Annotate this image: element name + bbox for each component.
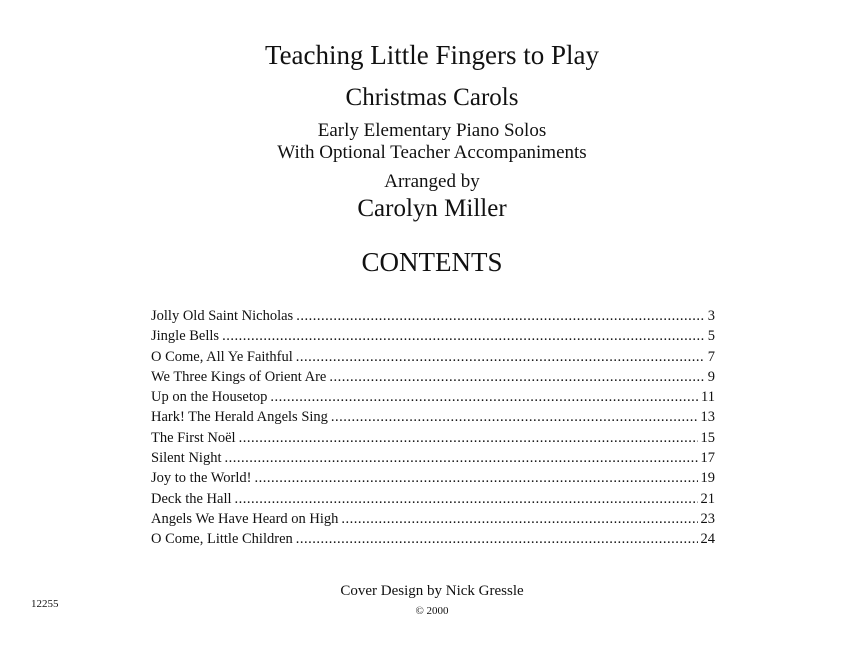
- toc-dot-leader: [239, 428, 698, 448]
- description-line-1: Early Elementary Piano Solos: [317, 120, 547, 141]
- toc-dot-leader: [329, 367, 704, 387]
- toc-dot-leader: [296, 529, 698, 549]
- toc-dot-leader: [225, 448, 698, 468]
- toc-entry: [151, 428, 715, 448]
- toc-entry: [151, 326, 715, 346]
- toc-dot-leader: [235, 489, 698, 509]
- contents-heading: CONTENTS: [361, 247, 503, 277]
- toc-dot-leader: [270, 387, 698, 407]
- toc-entry-page: 5: [707, 328, 715, 345]
- toc-entry-page: 24: [700, 531, 715, 548]
- toc-entry-page: 17: [700, 450, 715, 467]
- toc-entry: [151, 489, 715, 509]
- toc-entry: [151, 387, 715, 407]
- cover-design-credit: Cover Design by Nick Gressle: [340, 583, 524, 599]
- book-description: [0, 120, 864, 164]
- toc-dot-leader: [341, 509, 697, 529]
- toc-entry-title: Jolly Old Saint Nicholas: [151, 308, 294, 324]
- toc-dot-leader: [331, 407, 698, 427]
- toc-entry-page: 3: [707, 308, 715, 324]
- toc-entry-page: 21: [700, 490, 715, 507]
- author-name: Carolyn Miller: [357, 195, 507, 222]
- toc-entry-page: 9: [707, 368, 715, 385]
- toc-entry: [151, 347, 715, 367]
- copyright-notice: © 2000: [415, 605, 449, 617]
- toc-entry-title: Joy to the World!: [151, 470, 252, 487]
- toc-dot-leader: [254, 468, 697, 488]
- toc-entry-title: Jingle Bells: [151, 328, 220, 345]
- toc-entry: [151, 448, 715, 468]
- toc-entry: [151, 407, 715, 427]
- toc-entry-page: 11: [701, 389, 715, 406]
- toc-entry-page: 13: [700, 409, 715, 426]
- book-subtitle: Christmas Carols: [345, 84, 519, 111]
- toc-entry-title: The First Noël: [151, 429, 236, 446]
- description-line-2: With Optional Teacher Accompaniments: [277, 142, 587, 163]
- toc-dot-leader: [296, 306, 705, 326]
- toc-entry-title: Deck the Hall: [151, 490, 232, 507]
- toc-entry-page: 19: [700, 470, 715, 487]
- toc-entry-title: O Come, Little Children: [151, 531, 293, 548]
- toc-entry-title: Angels We Have Heard on High: [151, 510, 339, 527]
- toc-entry: [151, 367, 715, 387]
- toc-entry-title: Hark! The Herald Angels Sing: [151, 409, 328, 426]
- toc-entry-title: We Three Kings of Orient Are: [151, 368, 327, 385]
- toc-entry: [151, 468, 715, 488]
- book-title: Teaching Little Fingers to Play: [264, 40, 600, 70]
- toc-entry-title: Silent Night: [151, 450, 222, 467]
- toc-dot-leader: [296, 347, 705, 367]
- arranged-by-label: Arranged by: [384, 171, 480, 192]
- toc-entry-title: O Come, All Ye Faithful: [151, 348, 293, 365]
- toc-entry-page: 7: [707, 348, 715, 365]
- catalog-number: 12255: [31, 598, 59, 610]
- table-of-contents: [151, 306, 715, 550]
- toc-dot-leader: [222, 326, 705, 346]
- toc-entry: [151, 306, 715, 326]
- toc-entry-page: 15: [700, 429, 715, 446]
- toc-entry: [151, 509, 715, 529]
- toc-entry-title: Up on the Housetop: [151, 389, 268, 406]
- toc-entry: [151, 529, 715, 549]
- toc-entry-page: 23: [700, 510, 715, 527]
